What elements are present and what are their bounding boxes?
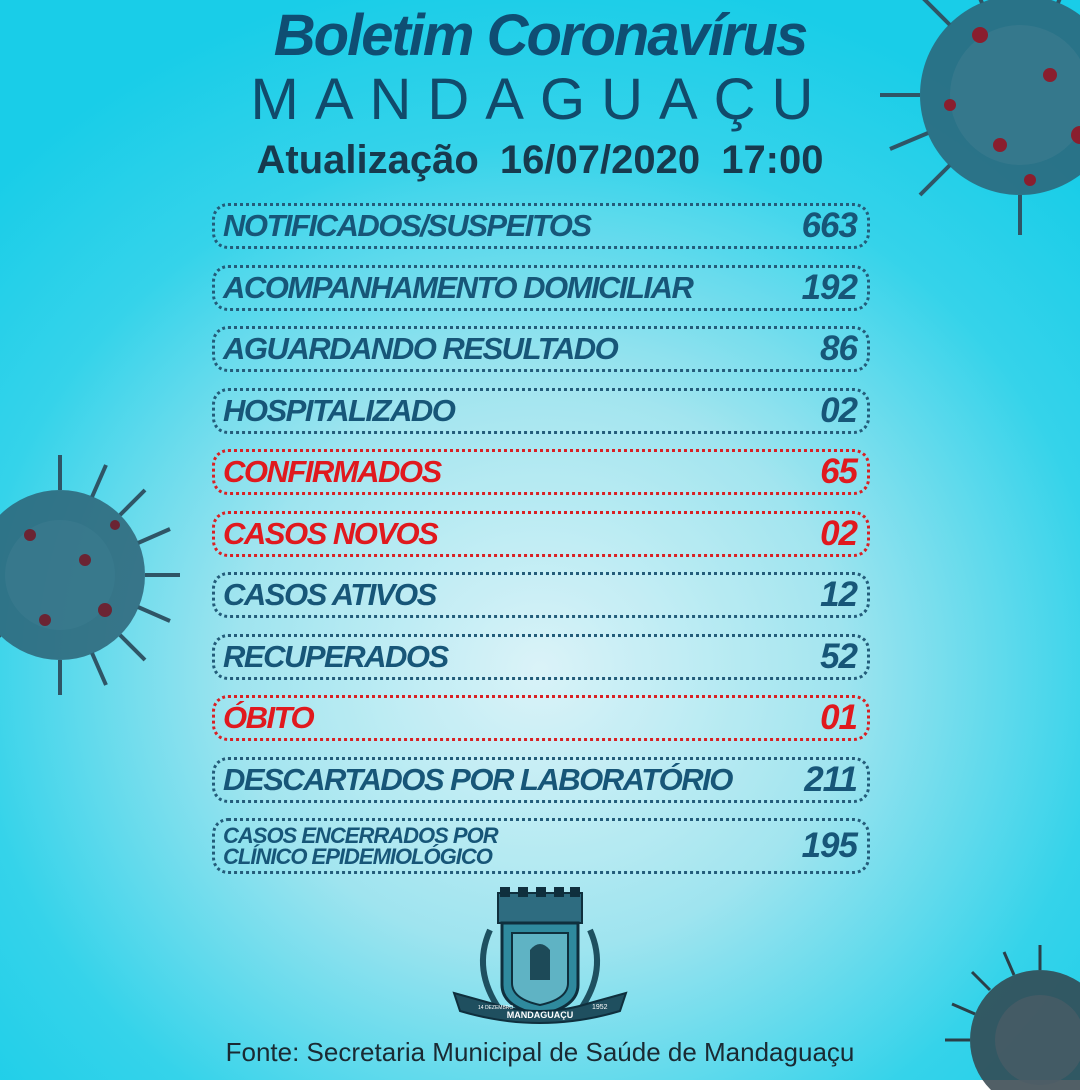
stat-row-casos-novos <box>212 511 870 557</box>
stat-value: 12 <box>820 575 857 614</box>
stat-label: CASOS ENCERRADOS POR CLÍNICO EPIDEMIOLÓGICO <box>223 823 498 869</box>
stat-row-notificados <box>212 203 870 249</box>
update-timestamp: Atualização 16/07/2020 17:00 <box>256 138 824 182</box>
city-name: MANDAGUAÇU <box>250 67 830 132</box>
coronavirus-icon <box>0 440 200 710</box>
stat-row-casos-ativos <box>212 572 870 618</box>
stat-label: HOSPITALIZADO <box>223 392 455 428</box>
stat-row-confirmados <box>212 449 870 495</box>
stat-value: 663 <box>801 206 857 245</box>
stat-value: 52 <box>820 636 857 676</box>
stat-label: CASOS NOVOS <box>223 515 438 551</box>
stat-row-hospitalizado <box>212 388 870 434</box>
stat-label: DESCARTADOS POR LABORATÓRIO <box>223 761 732 797</box>
stat-value: 02 <box>820 513 857 553</box>
crest-year-text: 1952 <box>592 1004 608 1011</box>
source-footer: Fonte: Secretaria Municipal de Saúde de Mandaguaçu <box>225 1037 855 1067</box>
stat-label: CONFIRMADOS <box>223 454 441 489</box>
stat-label: NOTIFICADOS/SUSPEITOS <box>223 208 591 243</box>
stat-row-recuperados <box>212 634 870 680</box>
stat-row-encerrados <box>212 818 870 874</box>
statistics-list <box>212 203 870 890</box>
stat-value: 65 <box>820 452 857 491</box>
municipal-crest-icon <box>450 885 630 1030</box>
stat-row-obito <box>212 695 870 741</box>
stat-row-acompanhamento <box>212 265 870 311</box>
stat-label: RECUPERADOS <box>223 638 448 674</box>
stat-label: AGUARDANDO RESULTADO <box>223 331 618 366</box>
stat-label: CASOS ATIVOS <box>223 577 436 612</box>
stat-value: 02 <box>820 390 857 430</box>
stat-value: 192 <box>801 267 857 307</box>
stat-label: ACOMPANHAMENTO DOMICILIAR <box>223 269 693 305</box>
stat-value: 211 <box>804 759 857 799</box>
page-title: Boletim Coronavírus <box>273 3 807 68</box>
stat-value: 01 <box>820 698 857 737</box>
stat-value: 86 <box>820 329 857 368</box>
crest-ribbon-text: MANDAGUAÇU <box>506 1010 574 1020</box>
crest-date-text: 14 DEZEMBRO <box>478 1005 514 1011</box>
stat-row-aguardando <box>212 326 870 372</box>
stat-label: ÓBITO <box>223 700 314 735</box>
stat-value: 195 <box>801 826 857 865</box>
stat-row-descartados <box>212 757 870 803</box>
